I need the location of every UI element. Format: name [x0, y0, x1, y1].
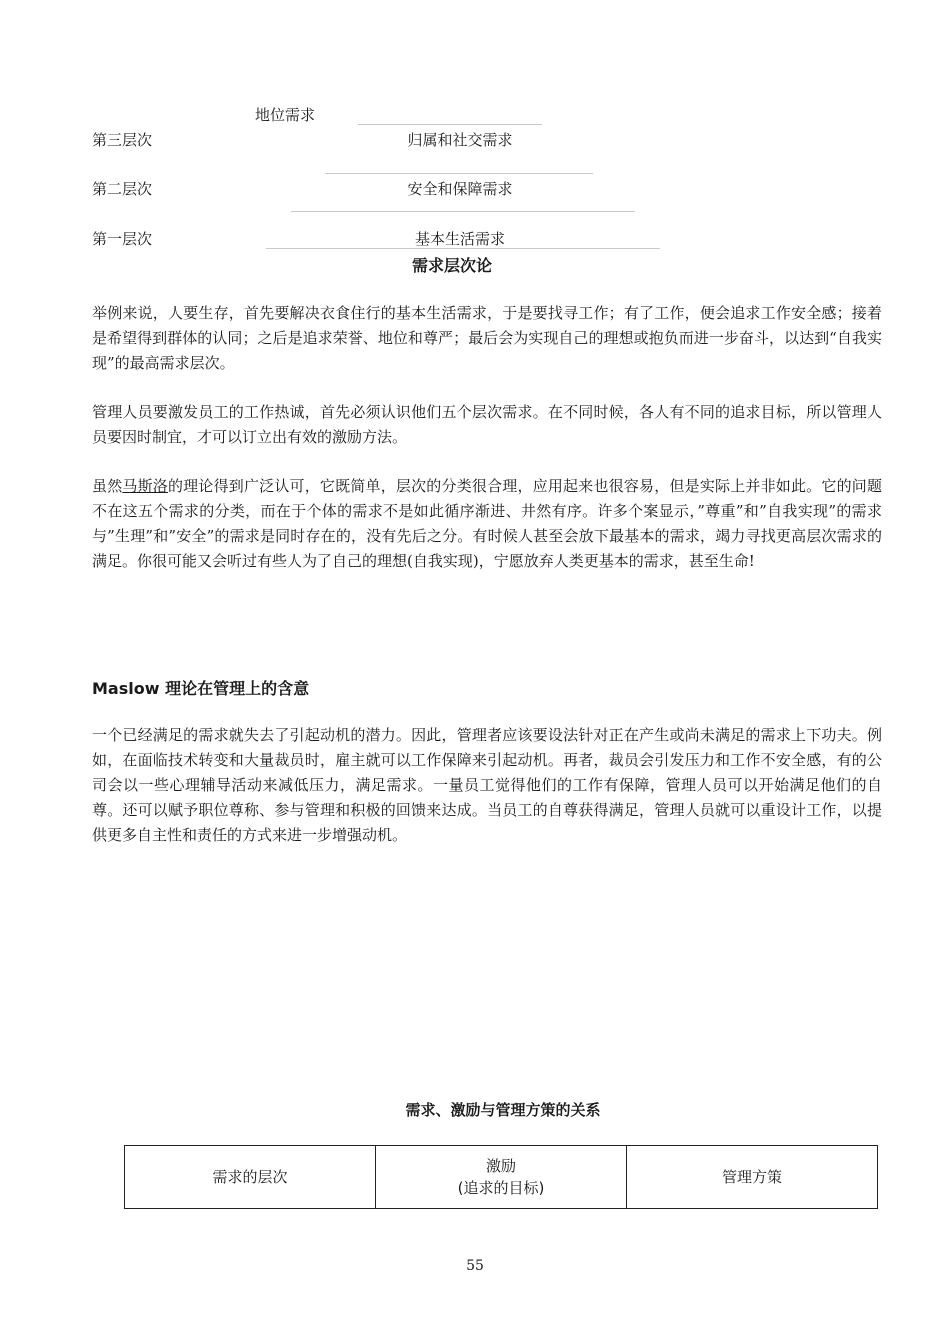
table-title: 需求、激励与管理方策的关系 — [405, 1101, 601, 1119]
level-need-1: 基本生活需求 — [414, 230, 505, 248]
section-heading: Maslow 理论在管理上的含意 — [92, 679, 310, 698]
relationship-table — [124, 1145, 878, 1209]
level-name-1: 第一层次 — [92, 230, 153, 248]
level-need-3: 归属和社交需求 — [407, 131, 513, 149]
pyramid-top-label: 地位需求 — [255, 106, 316, 124]
paragraph-criticism-prefix: 虽然 — [92, 477, 123, 495]
table-header-cell: 需求的层次 — [125, 1146, 376, 1209]
paragraph-motivation: 管理人员要激发员工的工作热诚，首先必须认识他们五个层次需求。在不同时候，各人有不同的追求目标，所以管理人员要因时制宜，才可以订立出有效的激励方法。 — [92, 403, 882, 446]
table-header-line: (追求的目标) — [457, 1179, 545, 1197]
level-name-3: 第三层次 — [92, 131, 153, 149]
pyramid-divider — [325, 173, 593, 174]
table-header-cell — [376, 1146, 627, 1209]
page-number: 55 — [466, 1258, 484, 1274]
table-header-cell: 管理方策 — [627, 1146, 878, 1209]
paragraph-criticism — [92, 474, 882, 574]
maslow-link[interactable]: 马斯洛 — [122, 477, 168, 495]
paragraph-example: 举例来说，人要生存，首先要解决衣食住行的基本生活需求，于是要找寻工作；有了工作，便会追求工作安全感；接着是希望得到群体的认同；之后是追求荣誉、地位和尊严；最后会为实现自己的理想或抱负而进一步奋斗，以达到“自我实现”的最高需求层次。 — [92, 304, 882, 372]
table-header-line: 激励 — [485, 1157, 516, 1175]
table-header-row — [125, 1146, 878, 1209]
pyramid-divider — [358, 124, 542, 125]
paragraph-management: 一个已经满足的需求就失去了引起动机的潜力。因此，管理者应该要设法针对正在产生或尚未满足的需求上下功夫。例如，在面临技术转变和大量裁员时，雇主就可以工作保障来引起动机。再者，裁员会引发压力和工作不安全感，有的公司会以一些心理辅导活动来减低压力，满足需求。一量员工觉得他们的工作有保障，管理人员可以开始满足他们的自尊。还可以赋予职位尊称、参与管理和积极的回馈来达成。当员工的自尊获得满足，管理人员就可以重设计工作，以提供更多自主性和责任的方式来进一步增强动机。 — [92, 726, 882, 844]
level-need-2: 安全和保障需求 — [407, 180, 513, 198]
pyramid-caption: 需求层次论 — [411, 256, 492, 275]
pyramid-divider — [291, 211, 635, 212]
pyramid-base-line — [266, 248, 660, 249]
paragraph-criticism-text: 的理论得到广泛认可，它既简单，层次的分类很合理，应用起来也很容易，但是实际上并非如此。它的问题不在这五个需求的分类，而在于个体的需求不是如此循序渐进、井然有序。许多个案显示，”尊重”和”自我实现”的需求与”生理”和”安全”的需求是同时存在的，没有先后之分。有时候人甚至会放下最基本的需求，竭力寻找更高层次需求的满足。你很可能又会听过有些人为了自己的理想(自我实现)，宁愿放弃人类更基本的需求，甚至生命! — [92, 477, 882, 570]
level-name-2: 第二层次 — [92, 180, 153, 198]
